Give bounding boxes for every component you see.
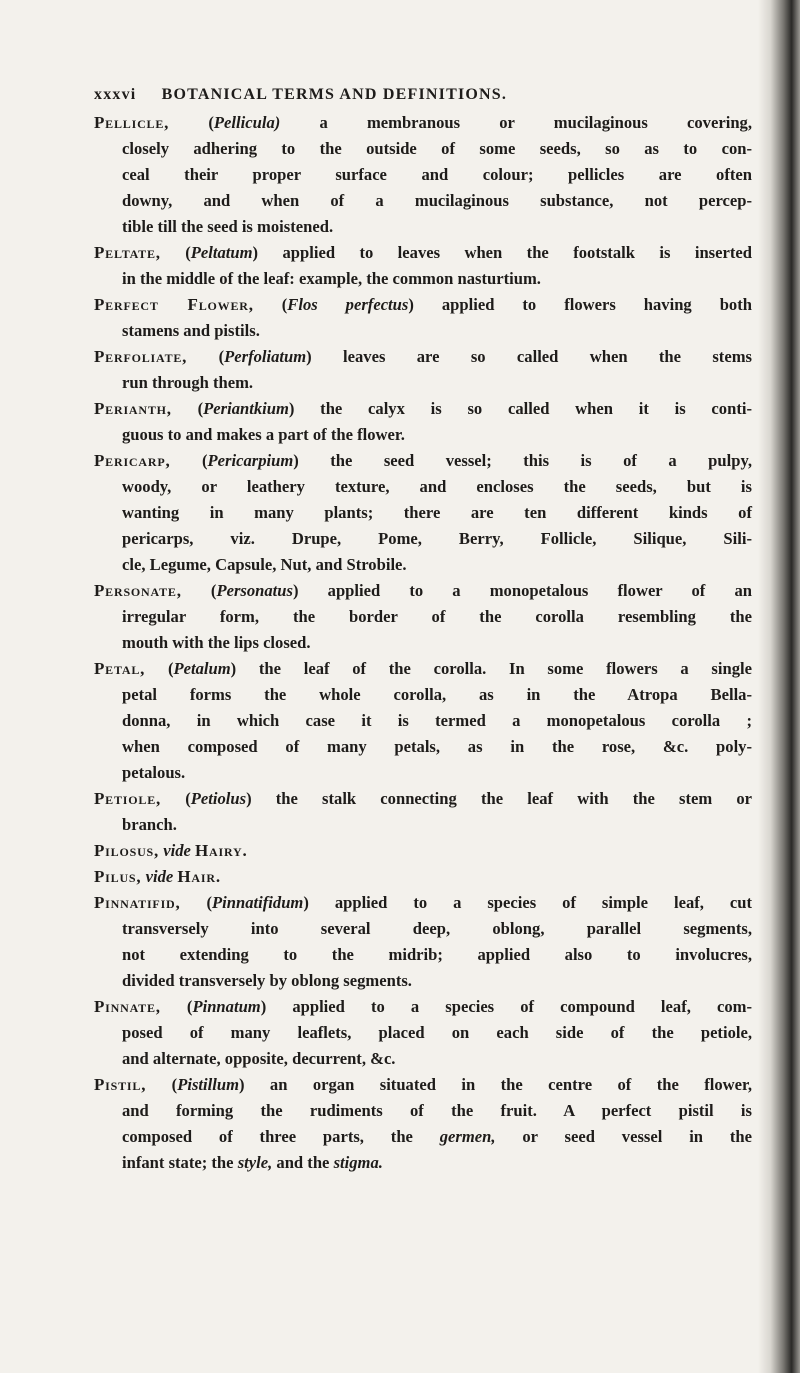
text: ) applied to a monopetalous flower of an (292, 581, 752, 600)
entry-line (122, 734, 752, 760)
glossary-entry-pilus (94, 864, 752, 890)
entry-line (122, 942, 752, 968)
text: guous to and makes a part of the flower. (122, 425, 405, 444)
entry-first-line (94, 396, 752, 422)
entry-first-line (94, 786, 752, 812)
text: composed of three parts, the (122, 1127, 440, 1146)
text: ( (181, 581, 217, 600)
text: mouth with the lips closed. (122, 633, 311, 652)
italic-text: Pericarpium (207, 451, 294, 470)
term-headword: Peltate, (94, 243, 161, 262)
entry-line (122, 500, 752, 526)
text: not extending to the midrib; applied also to involucres, (122, 945, 752, 964)
entry-first-line (94, 110, 752, 136)
entry-line (122, 1020, 752, 1046)
entry-first-line (94, 656, 752, 682)
text: ( (169, 113, 214, 132)
text: ( (171, 399, 204, 418)
entry-first-line (94, 448, 752, 474)
italic-text: Pinnatum (192, 997, 261, 1016)
term-headword: Pinnate, (94, 997, 161, 1016)
glossary-entry-pericarp (94, 448, 752, 578)
text: ( (161, 789, 191, 808)
italic-text: Periantkium (203, 399, 289, 418)
glossary-entry-pilosus (94, 838, 752, 864)
italic-text: stigma. (333, 1153, 383, 1172)
text: ceal their proper surface and colour; pellicles are often (122, 165, 752, 184)
entry-first-line (94, 578, 752, 604)
entry-line (122, 1098, 752, 1124)
running-title: BOTANICAL TERMS AND DEFINITIONS. (161, 86, 508, 103)
entry-line (122, 370, 752, 396)
text: wanting in many plants; there are ten different kinds of (122, 503, 752, 522)
glossary-entry-pinnatifid (94, 890, 752, 994)
glossary-entry-perfoliate (94, 344, 752, 396)
text: ) leaves are so called when the stems (306, 347, 752, 366)
term-headword: Perianth, (94, 399, 172, 418)
glossary-entry-petiole (94, 786, 752, 838)
entry-line (122, 1124, 752, 1150)
term-headword: Pilus, (94, 867, 142, 886)
entry-line (122, 552, 752, 578)
term-headword: Hairy. (195, 841, 248, 860)
text: woody, or leathery texture, and encloses the seeds, but is (122, 477, 752, 496)
term-headword: Petal, (94, 659, 146, 678)
text: and alternate, opposite, decurrent, &c. (122, 1049, 396, 1068)
entry-line (122, 682, 752, 708)
glossary-entry-petal (94, 656, 752, 786)
entry-first-line (94, 292, 752, 318)
term-headword: Perfoliate, (94, 347, 188, 366)
text: downy, and when of a mucilaginous substance, not percep- (122, 191, 752, 210)
text: ) applied to a species of simple leaf, cut (303, 893, 752, 912)
italic-text: Perfoliatum (224, 347, 307, 366)
italic-text: vide (145, 867, 174, 886)
italic-text: style, (237, 1153, 273, 1172)
running-header (94, 86, 754, 104)
glossary-entry-peltate (94, 240, 752, 292)
entry-line (122, 188, 752, 214)
entry-line (122, 162, 752, 188)
italic-text: Peltatum (190, 243, 253, 262)
italic-text: Petiolus (190, 789, 247, 808)
term-headword: Pistil, (94, 1075, 147, 1094)
text: ) an organ situated in the centre of the flower, (238, 1075, 752, 1094)
text: posed of many leaflets, placed on each side of the petiole, (122, 1023, 752, 1042)
text: run through them. (122, 373, 254, 392)
glossary-entry-pinnate (94, 994, 752, 1072)
entry-first-line (94, 344, 752, 370)
text: ( (145, 659, 174, 678)
text: ( (180, 893, 213, 912)
term-headword: Petiole, (94, 789, 162, 808)
glossary-entries (94, 110, 752, 1176)
entry-line (122, 136, 752, 162)
entry-first-line (94, 1072, 752, 1098)
text: ( (146, 1075, 178, 1094)
entry-first-line (94, 890, 752, 916)
entry-line (122, 214, 752, 240)
text: or seed vessel in the (495, 1127, 752, 1146)
entry-line (122, 318, 752, 344)
entry-first-line (94, 864, 752, 890)
entry-line (122, 266, 752, 292)
entry-first-line (94, 994, 752, 1020)
entry-line (122, 422, 752, 448)
text: stamens and pistils. (122, 321, 260, 340)
term-headword: Hair. (177, 867, 221, 886)
entry-line (122, 760, 752, 786)
italic-text: Personatus (216, 581, 293, 600)
italic-text: Petalum (173, 659, 231, 678)
text: ( (170, 451, 208, 470)
text: closely adhering to the outside of some seeds, so as to con- (122, 139, 752, 158)
text: in the middle of the leaf: example, the common nasturtium. (122, 269, 541, 288)
text: and forming the rudiments of the fruit. A perfect pistil is (122, 1101, 752, 1120)
term-headword: Pilosus, (94, 841, 160, 860)
italic-text: Pellicula) (213, 113, 281, 132)
page-number: xxxvi (94, 86, 137, 103)
text: when composed of many petals, as in the rose, &c. poly- (122, 737, 752, 756)
glossary-entry-pellicle (94, 110, 752, 240)
entry-line (122, 812, 752, 838)
text: irregular form, the border of the corolla resembling the (122, 607, 752, 626)
text: ) applied to a species of compound leaf, com- (260, 997, 752, 1016)
text: ( (187, 347, 225, 366)
text: tible till the seed is moistened. (122, 217, 334, 236)
entry-line (122, 604, 752, 630)
text: ( (160, 997, 193, 1016)
glossary-entry-perfect-flower (94, 292, 752, 344)
glossary-entry-pistil (94, 1072, 752, 1176)
text: infant state; the (122, 1153, 238, 1172)
glossary-entry-perianth (94, 396, 752, 448)
entry-line (122, 916, 752, 942)
text: ) the leaf of the corolla. In some flowers a single (230, 659, 752, 678)
text: divided transversely by oblong segments. (122, 971, 412, 990)
book-binding-shadow (758, 0, 800, 1373)
text: ) the seed vessel; this is of a pulpy, (293, 451, 752, 470)
term-headword: Perfect Flower, (94, 295, 254, 314)
glossary-entry-personate (94, 578, 752, 656)
text: ) the stalk connecting the leaf with the stem or (246, 789, 752, 808)
italic-text: Pinnatifidum (212, 893, 304, 912)
text: transversely into several deep, oblong, parallel segments, (122, 919, 752, 938)
italic-text: germen, (439, 1127, 496, 1146)
text: ( (253, 295, 288, 314)
text: donna, in which case it is termed a monopetalous corolla ; (122, 711, 752, 730)
entry-line (122, 474, 752, 500)
entry-line (122, 630, 752, 656)
entry-line (122, 1150, 752, 1176)
text: a membranous or mucilaginous covering, (280, 113, 752, 132)
italic-text: Flos perfectus (287, 295, 409, 314)
text: and the (272, 1153, 334, 1172)
entry-first-line (94, 838, 752, 864)
text: ( (160, 243, 191, 262)
entry-line (122, 968, 752, 994)
entry-line (122, 708, 752, 734)
text: branch. (122, 815, 177, 834)
text: petalous. (122, 763, 186, 782)
term-headword: Personate, (94, 581, 182, 600)
text: ) applied to flowers having both (408, 295, 752, 314)
term-headword: Pericarp, (94, 451, 171, 470)
entry-line (122, 526, 752, 552)
italic-text: vide (163, 841, 191, 860)
text: ) the calyx is so called when it is conti- (288, 399, 752, 418)
entry-line (122, 1046, 752, 1072)
text: cle, Legume, Capsule, Nut, and Strobile. (122, 555, 407, 574)
term-headword: Pellicle, (94, 113, 170, 132)
italic-text: Pistillum (177, 1075, 239, 1094)
text: petal forms the whole corolla, as in the Atropa Bella- (122, 685, 752, 704)
text: ) applied to leaves when the footstalk is inserted (252, 243, 752, 262)
entry-first-line (94, 240, 752, 266)
term-headword: Pinnatifid, (94, 893, 181, 912)
text: pericarps, viz. Drupe, Pome, Berry, Follicle, Silique, Sili- (122, 529, 752, 548)
